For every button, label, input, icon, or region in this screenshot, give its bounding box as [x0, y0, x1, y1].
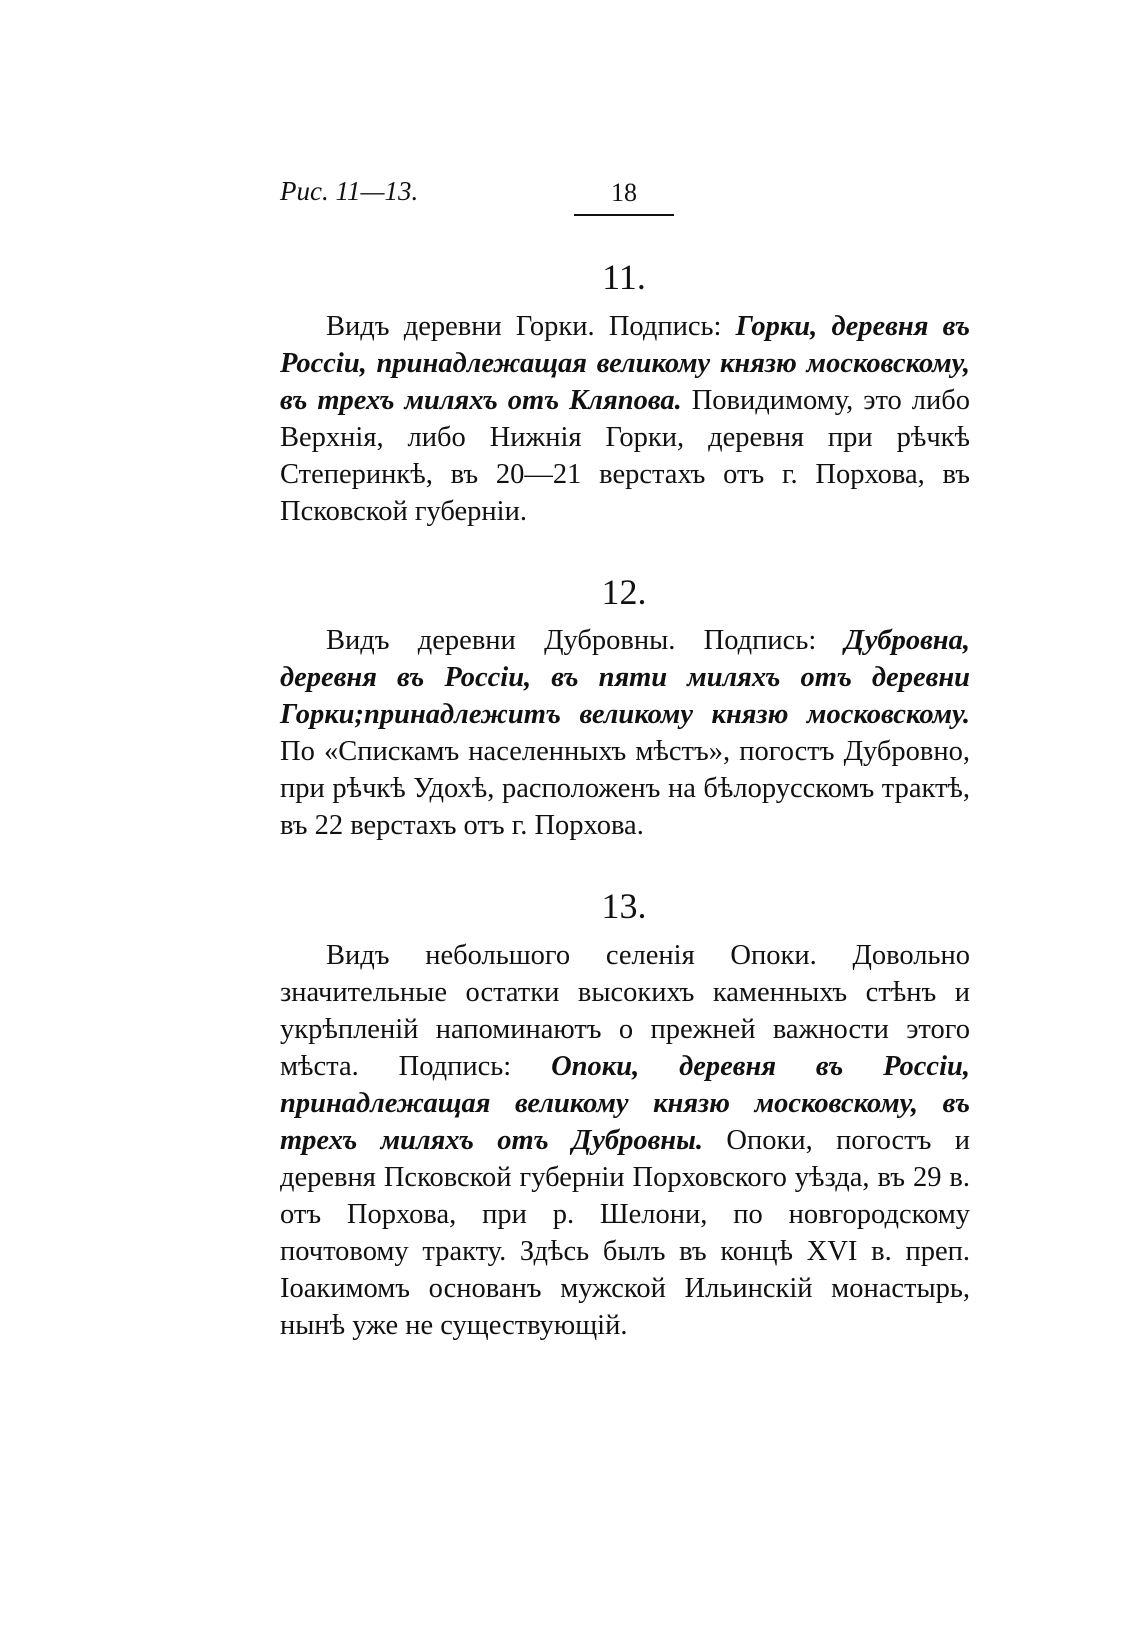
page-number-rule	[574, 214, 674, 216]
entry-12-lead: Видъ деревни Дубровны. Подпись:	[326, 625, 845, 656]
section-number-13: 13.	[601, 886, 647, 926]
entry-11-commentary: Повидимому, это либо Верхнія, либо Нижнія Горки, деревня при рѣчкѣ Степеринкѣ, въ 20—21 верстахъ отъ г. Порхова, въ Псковской губерніи.	[280, 385, 970, 527]
entry-13-paragraph	[280, 937, 970, 1344]
entry-13-lead: Видъ небольшого селенія Опоки. Довольно значительные остатки высокихъ каменныхъ стѣнъ и укрѣпленій напоминаютъ о прежней важности этого мѣста. Подпись:	[280, 940, 970, 1082]
section-number-12: 12.	[601, 572, 647, 612]
section-number-11: 11.	[602, 257, 646, 297]
page-number: 18	[611, 178, 637, 207]
entry-11-paragraph	[280, 308, 970, 530]
entry-13-commentary: Опоки, погостъ и деревня Псковской губерніи Порховского уѣзда, въ 29 в. отъ Порхова, при р. Шелони, по новгородскому почтовому тракту. Здѣсь былъ въ концѣ XVI в. преп. Іоакимомъ основанъ мужской Ильинскій монастырь, нынѣ уже не существующій.	[280, 1125, 970, 1341]
entry-11-caption: Горки, деревня въ Россіи, принадлежащая великому князю московскому, въ трехъ миляхъ отъ Кляпова.	[280, 311, 970, 416]
entry-12-commentary: По «Спискамъ населенныхъ мѣстъ», погостъ Дубровно, при рѣчкѣ Удохѣ, расположенъ на бѣлорусскомъ трактѣ, въ 22 верстахъ отъ г. Порхова.	[280, 736, 970, 841]
figure-reference: Рис. 11—13.	[280, 176, 419, 206]
entry-11-lead: Видъ деревни Горки. Подпись:	[326, 311, 736, 342]
entry-12-paragraph	[280, 622, 970, 844]
entry-13-caption: Опоки, деревня въ Россіи, принадлежащая великому князю московскому, въ трехъ миляхъ отъ Дубровны.	[280, 1051, 970, 1156]
entry-12-caption: Дубровна, деревня въ Россіи, въ пяти миляхъ отъ деревни Горки;принадлежитъ великому князю московскому.	[280, 625, 970, 730]
